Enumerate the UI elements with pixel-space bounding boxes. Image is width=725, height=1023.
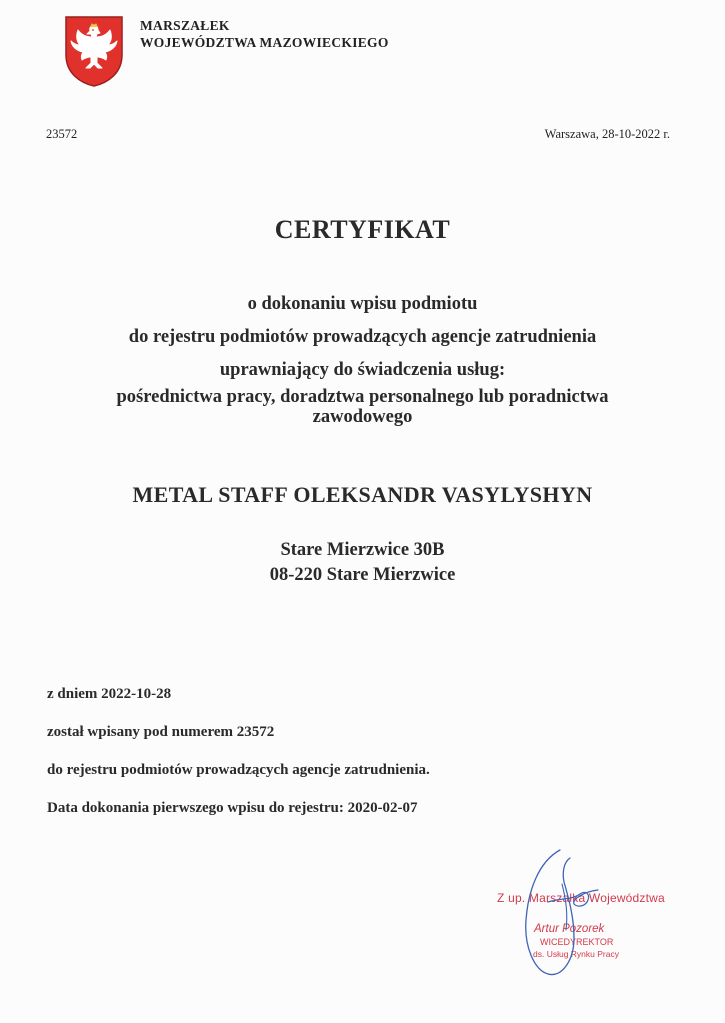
handwritten-signature-icon: [490, 842, 700, 982]
entity-address: [0, 538, 725, 588]
place-and-date: Warszawa, 28-10-2022 r.: [544, 127, 670, 141]
mazovia-coat-of-arms-icon: [64, 15, 124, 87]
subtitle-line-5: zawodowego: [312, 407, 413, 427]
stamp-signatory-name: Artur Pozorek: [534, 923, 605, 935]
subtitle-line-2: do rejestru podmiotów prowadzących agencje zatrudnienia: [128, 327, 597, 347]
first-entry-date: Data dokonania pierwszego wpisu do rejestru: 2020-02-07: [47, 800, 418, 816]
reference-number: 23572: [46, 127, 78, 141]
registration-number: został wpisany pod numerem 23572: [47, 724, 275, 740]
stamp-signatory-unit: ds. Usług Rynku Pracy: [533, 949, 619, 959]
subtitle-line-4: pośrednictwa pracy, doradztwa personalnego lub poradnictwa: [116, 387, 609, 407]
certificate-title: CERTYFIKAT: [274, 215, 451, 244]
certificate-subtitle: [40, 288, 685, 427]
registration-details: [47, 684, 430, 836]
authority-line-2: WOJEWÓDZTWA MAZOWIECKIEGO: [140, 35, 389, 50]
entity-name: METAL STAFF OLEKSANDR VASYLYSHYN: [132, 482, 593, 507]
stamp-signatory-role: WICEDYREKTOR: [540, 937, 614, 947]
subtitle-line-1: o dokonaniu wpisu podmiotu: [247, 294, 478, 314]
address-line-1: Stare Mierzwice 30B: [280, 540, 445, 560]
authority-line-1: MARSZAŁEK: [140, 18, 230, 33]
stamp-authorization: Z up. Marszałka Województwa: [497, 891, 665, 905]
registry-name: do rejestru podmiotów prowadzących agencje zatrudnienia.: [47, 762, 430, 778]
address-line-2: 08-220 Stare Mierzwice: [269, 565, 456, 585]
issuing-authority: [140, 17, 389, 51]
subtitle-line-3: uprawniający do świadczenia usług:: [219, 360, 506, 380]
registration-date: z dniem 2022-10-28: [47, 686, 172, 702]
